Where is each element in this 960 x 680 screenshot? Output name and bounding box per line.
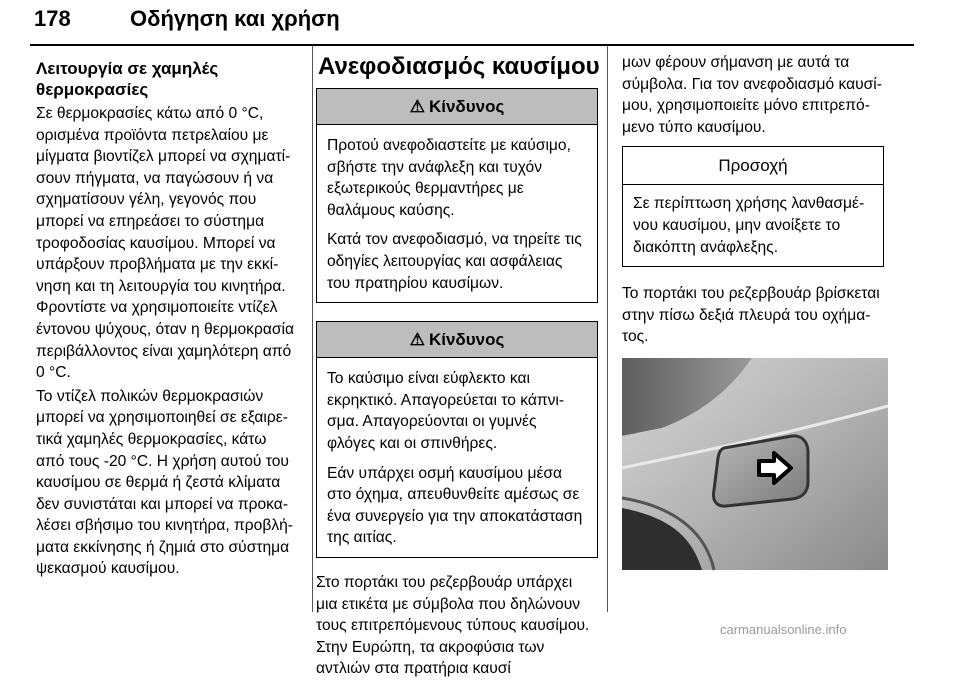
paragraph: Στο πορτάκι του ρεζερβουάρ υπάρχει μια ετικέτα με σύμβολα που δηλώνουν τους επιτρεπόμενους τύπους καυσίμου. Στην Ευρώπη, τα ακροφύσια των αντλιών στα πρατήρια καυσί: [316, 573, 590, 678]
danger-box: [316, 321, 598, 558]
paragraph: Εάν υπάρχει οσμή καυσίμου μέσα στο όχημα, απευθυνθείτε αμέσως σε ένα συνεργείο για την αποκατάσταση της αιτίας.: [327, 464, 583, 547]
warning-triangle-icon: ⚠: [409, 96, 425, 116]
danger-box-body: [317, 358, 597, 557]
danger-box: [316, 88, 598, 303]
page-number: 178: [34, 6, 71, 31]
column-3: [622, 52, 888, 570]
column-2: [316, 52, 600, 680]
watermark: carmanualsonline.info: [720, 622, 847, 637]
caution-heading: Προσοχή: [623, 147, 883, 185]
page-title: Οδήγηση και χρήση: [130, 6, 340, 31]
column-divider: [607, 46, 608, 612]
paragraph: Κατά τον ανεφοδιασμό, να τηρείτε τις οδηγίες λειτουργίας και ασφάλειας του πρατηρίου καυσίμων.: [327, 231, 582, 292]
paragraph: Σε θερμοκρασίες κάτω από 0 °C, ορισμένα προϊόντα πετρελαίου με μίγματα βιοντίζελ μπορεί να σχηματίσουν πήγματα, να παγώσουν ή να σχηματίσουν γέλη, γεγονός που μπορεί να επηρεάσει το σύστημα τροφοδοσίας καυσίμου. Μπορεί να υπάρξουν προβλήματα με την εκκίνηση και τη λειτουργία του κινητήρα. Φροντίστε να χρησιμοποιείτε ντίζελ έντονου ψύχους, όταν η θερμοκρασία περιβάλλοντος είναι χαμηλότερη από 0 °C.: [36, 105, 294, 382]
paragraph: Το πορτάκι του ρεζερβουάρ βρίσκεται στην πίσω δεξιά πλευρά του οχήματος.: [622, 285, 880, 346]
fuel-door-illustration-svg: [622, 358, 888, 570]
paragraph: Το ντίζελ πολικών θερμοκρασιών μπορεί να χρησιμοποιηθεί σε εξαιρετικά χαμηλές θερμοκρασίες, κάτω από τους -20 °C. Η χρήση αυτού του καυσίμου σε θερμά ή ζεστά κλίματα δεν συνιστάται και μπορεί να προκαλέσει σβήσιμο του κινητήρα, προβλήματα εκκίνησης ή ζημιά στο σύστημα ψεκασμού καυσίμου.: [36, 387, 293, 578]
fuel-door-illustration: [622, 358, 888, 570]
header-divider: [30, 44, 914, 46]
page-header: [30, 6, 930, 42]
danger-heading: Κίνδυνος: [428, 96, 505, 116]
danger-box-body: [317, 125, 597, 302]
danger-box-header: [317, 322, 597, 358]
paragraph: μων φέρουν σήμανση με αυτά τα σύμβολα. Για τον ανεφοδιασμό καυσίμου, χρησιμοποιείτε μόνο επιτρεπόμενο τύπο καυσίμου.: [622, 54, 882, 136]
subheading-low-temperature: Λειτουργία σε χαμηλές θερμοκρασίες: [36, 59, 219, 99]
column-1: [36, 52, 298, 580]
danger-heading: Κίνδυνος: [428, 329, 505, 349]
caution-box: [622, 146, 884, 267]
danger-box-header: [317, 89, 597, 125]
section-title-refuelling: Ανεφοδιασμός καυσίμου: [318, 53, 600, 80]
warning-triangle-icon: ⚠: [409, 329, 425, 349]
paragraph: Σε περίπτωση χρήσης λανθασμένου καυσίμου, μην ανοίξετε το διακόπτη ανάφλεξης.: [633, 195, 865, 256]
column-divider: [312, 46, 313, 612]
paragraph: Το καύσιμο είναι εύφλεκτο και εκρηκτικό. Απαγορεύεται το κάπνισμα. Απαγορεύονται οι γυμνές φλόγες και οι σπινθήρες.: [327, 370, 565, 452]
caution-box-body: [623, 185, 883, 266]
paragraph: Προτού ανεφοδιαστείτε με καύσιμο, σβήστε την ανάφλεξη και τυχόν εξωτερικούς θερμαντήρες με θαλάμους καύσης.: [327, 137, 571, 219]
